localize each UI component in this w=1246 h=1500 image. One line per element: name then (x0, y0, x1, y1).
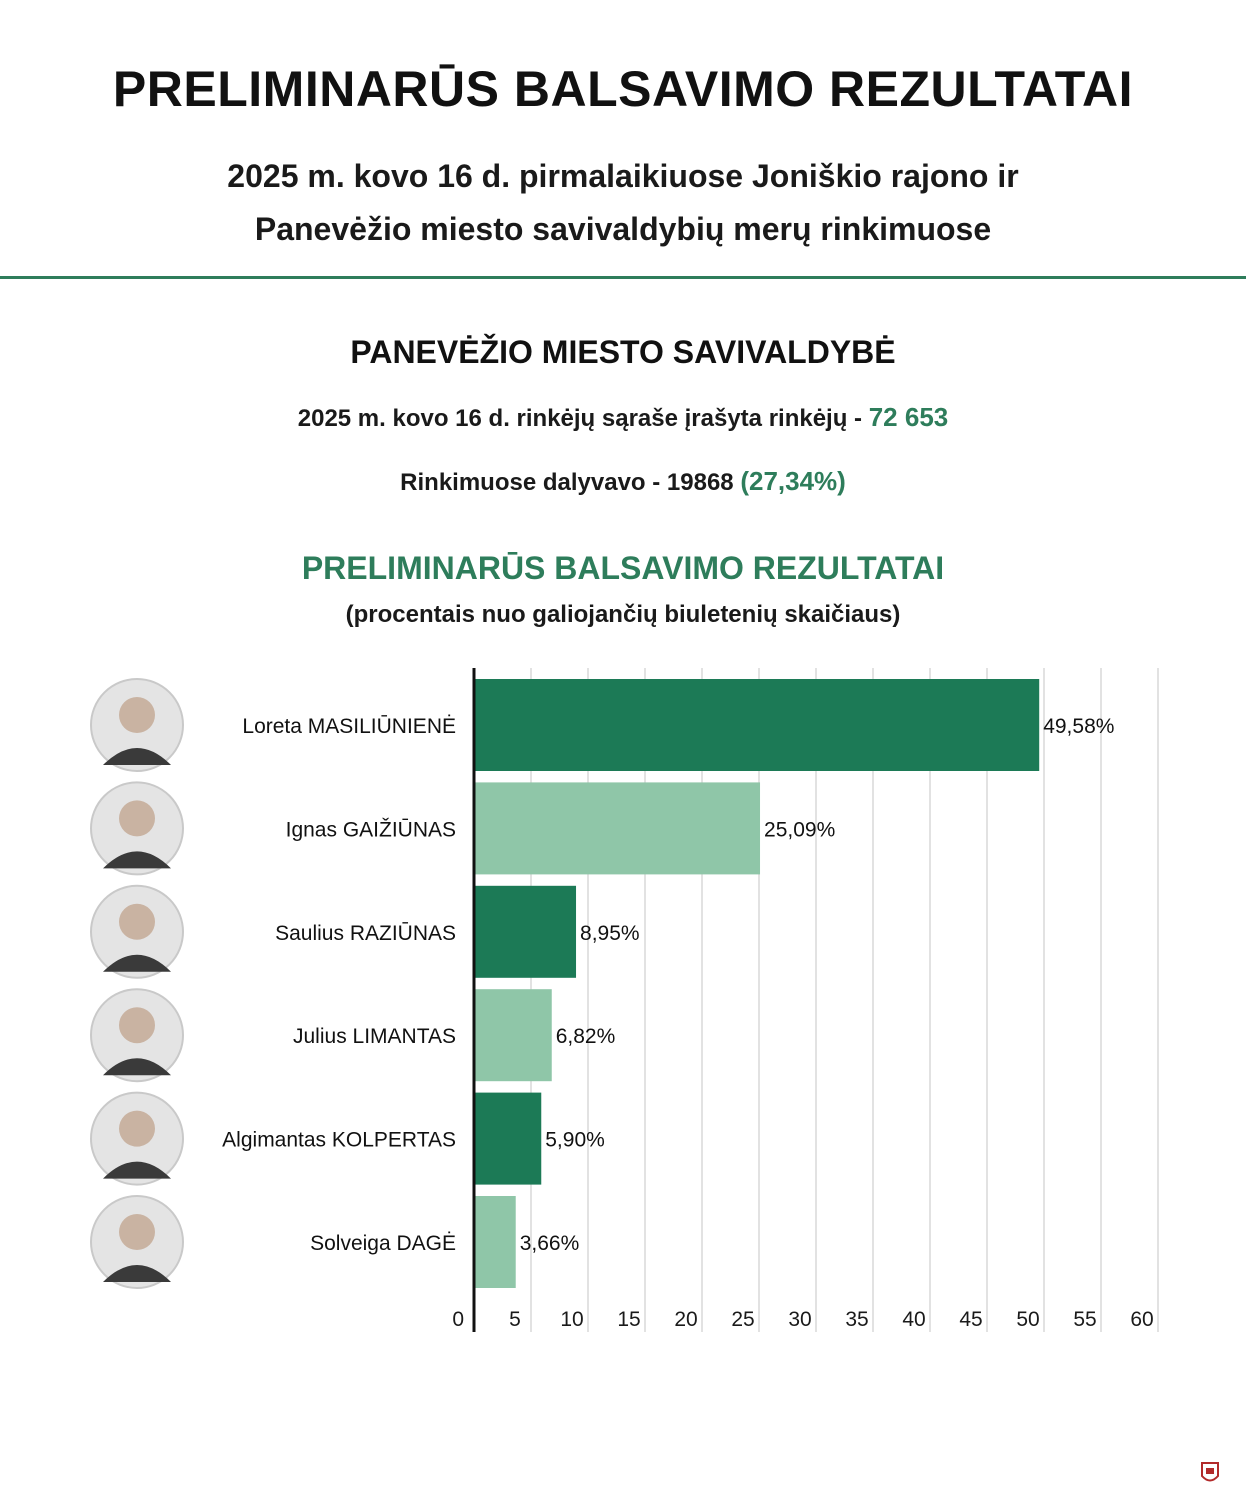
x-tick-label: 55 (1073, 1308, 1097, 1331)
bar-value-label: 49,58% (1043, 715, 1115, 738)
x-tick-label: 60 (1130, 1308, 1154, 1331)
bar (474, 679, 1039, 771)
x-tick-label: 10 (560, 1308, 584, 1331)
registered-voters-value: 72 653 (868, 402, 949, 432)
registered-voters-label: 2025 m. kovo 16 d. rinkėjų sąraše įrašyta rinkėjų - (297, 405, 869, 432)
avatar-head-icon (119, 800, 155, 836)
x-tick-label: 30 (788, 1308, 812, 1331)
x-tick-label: 20 (674, 1308, 698, 1331)
x-tick-label: 35 (845, 1308, 869, 1331)
bar (474, 886, 576, 978)
subtitle-line-1: 2025 m. kovo 16 d. pirmalaikiuose Joniškio rajono ir (227, 158, 1019, 194)
section-title: PANEVĖŽIO MIESTO SAVIVALDYBĖ (350, 334, 896, 370)
category-label: Ignas GAIŽIŪNAS (285, 818, 456, 842)
bar-value-label: 3,66% (519, 1232, 580, 1255)
category-label: Loreta MASILIŪNIENĖ (242, 715, 456, 738)
bar-value-label: 25,09% (764, 818, 836, 842)
x-tick-label: 40 (902, 1308, 926, 1331)
page-title: PRELIMINARŪS BALSAVIMO REZULTATAI (112, 61, 1134, 117)
bar (474, 782, 760, 874)
x-tick-label: 0 (452, 1308, 464, 1331)
category-label: Saulius RAZIŪNAS (275, 921, 456, 945)
bar (474, 1196, 516, 1288)
subtitle-line-2: Panevėžio miesto savivaldybių merų rinkimuose (254, 211, 992, 247)
turnout-label: Rinkimuose dalyvavo - 19868 (400, 469, 741, 496)
bar-value-label: 5,90% (545, 1128, 605, 1152)
coat-of-arms-detail-icon (1206, 1468, 1214, 1474)
x-tick-label: 5 (509, 1308, 521, 1331)
turnout-value: (27,34%) (740, 466, 846, 496)
bar-value-label: 8,95% (580, 921, 640, 945)
bar (474, 989, 552, 1081)
avatar-head-icon (119, 1111, 155, 1147)
category-label: Julius LIMANTAS (293, 1025, 456, 1049)
x-tick-label: 45 (959, 1308, 983, 1331)
avatar-head-icon (119, 1214, 155, 1250)
x-tick-label: 25 (731, 1308, 755, 1331)
results-subtitle: (procentais nuo galiojančių biuletenių skaičiaus) (345, 601, 901, 628)
avatar-head-icon (119, 904, 155, 940)
bar (474, 1093, 541, 1185)
x-tick-label: 50 (1016, 1308, 1040, 1331)
category-label: Solveiga DAGĖ (310, 1232, 456, 1255)
avatar-head-icon (119, 1007, 155, 1043)
x-tick-label: 15 (617, 1308, 641, 1331)
bar-value-label: 6,82% (555, 1025, 616, 1049)
avatar-head-icon (119, 697, 155, 733)
results-title: PRELIMINARŪS BALSAVIMO REZULTATAI (301, 550, 945, 586)
category-label: Algimantas KOLPERTAS (222, 1128, 456, 1152)
